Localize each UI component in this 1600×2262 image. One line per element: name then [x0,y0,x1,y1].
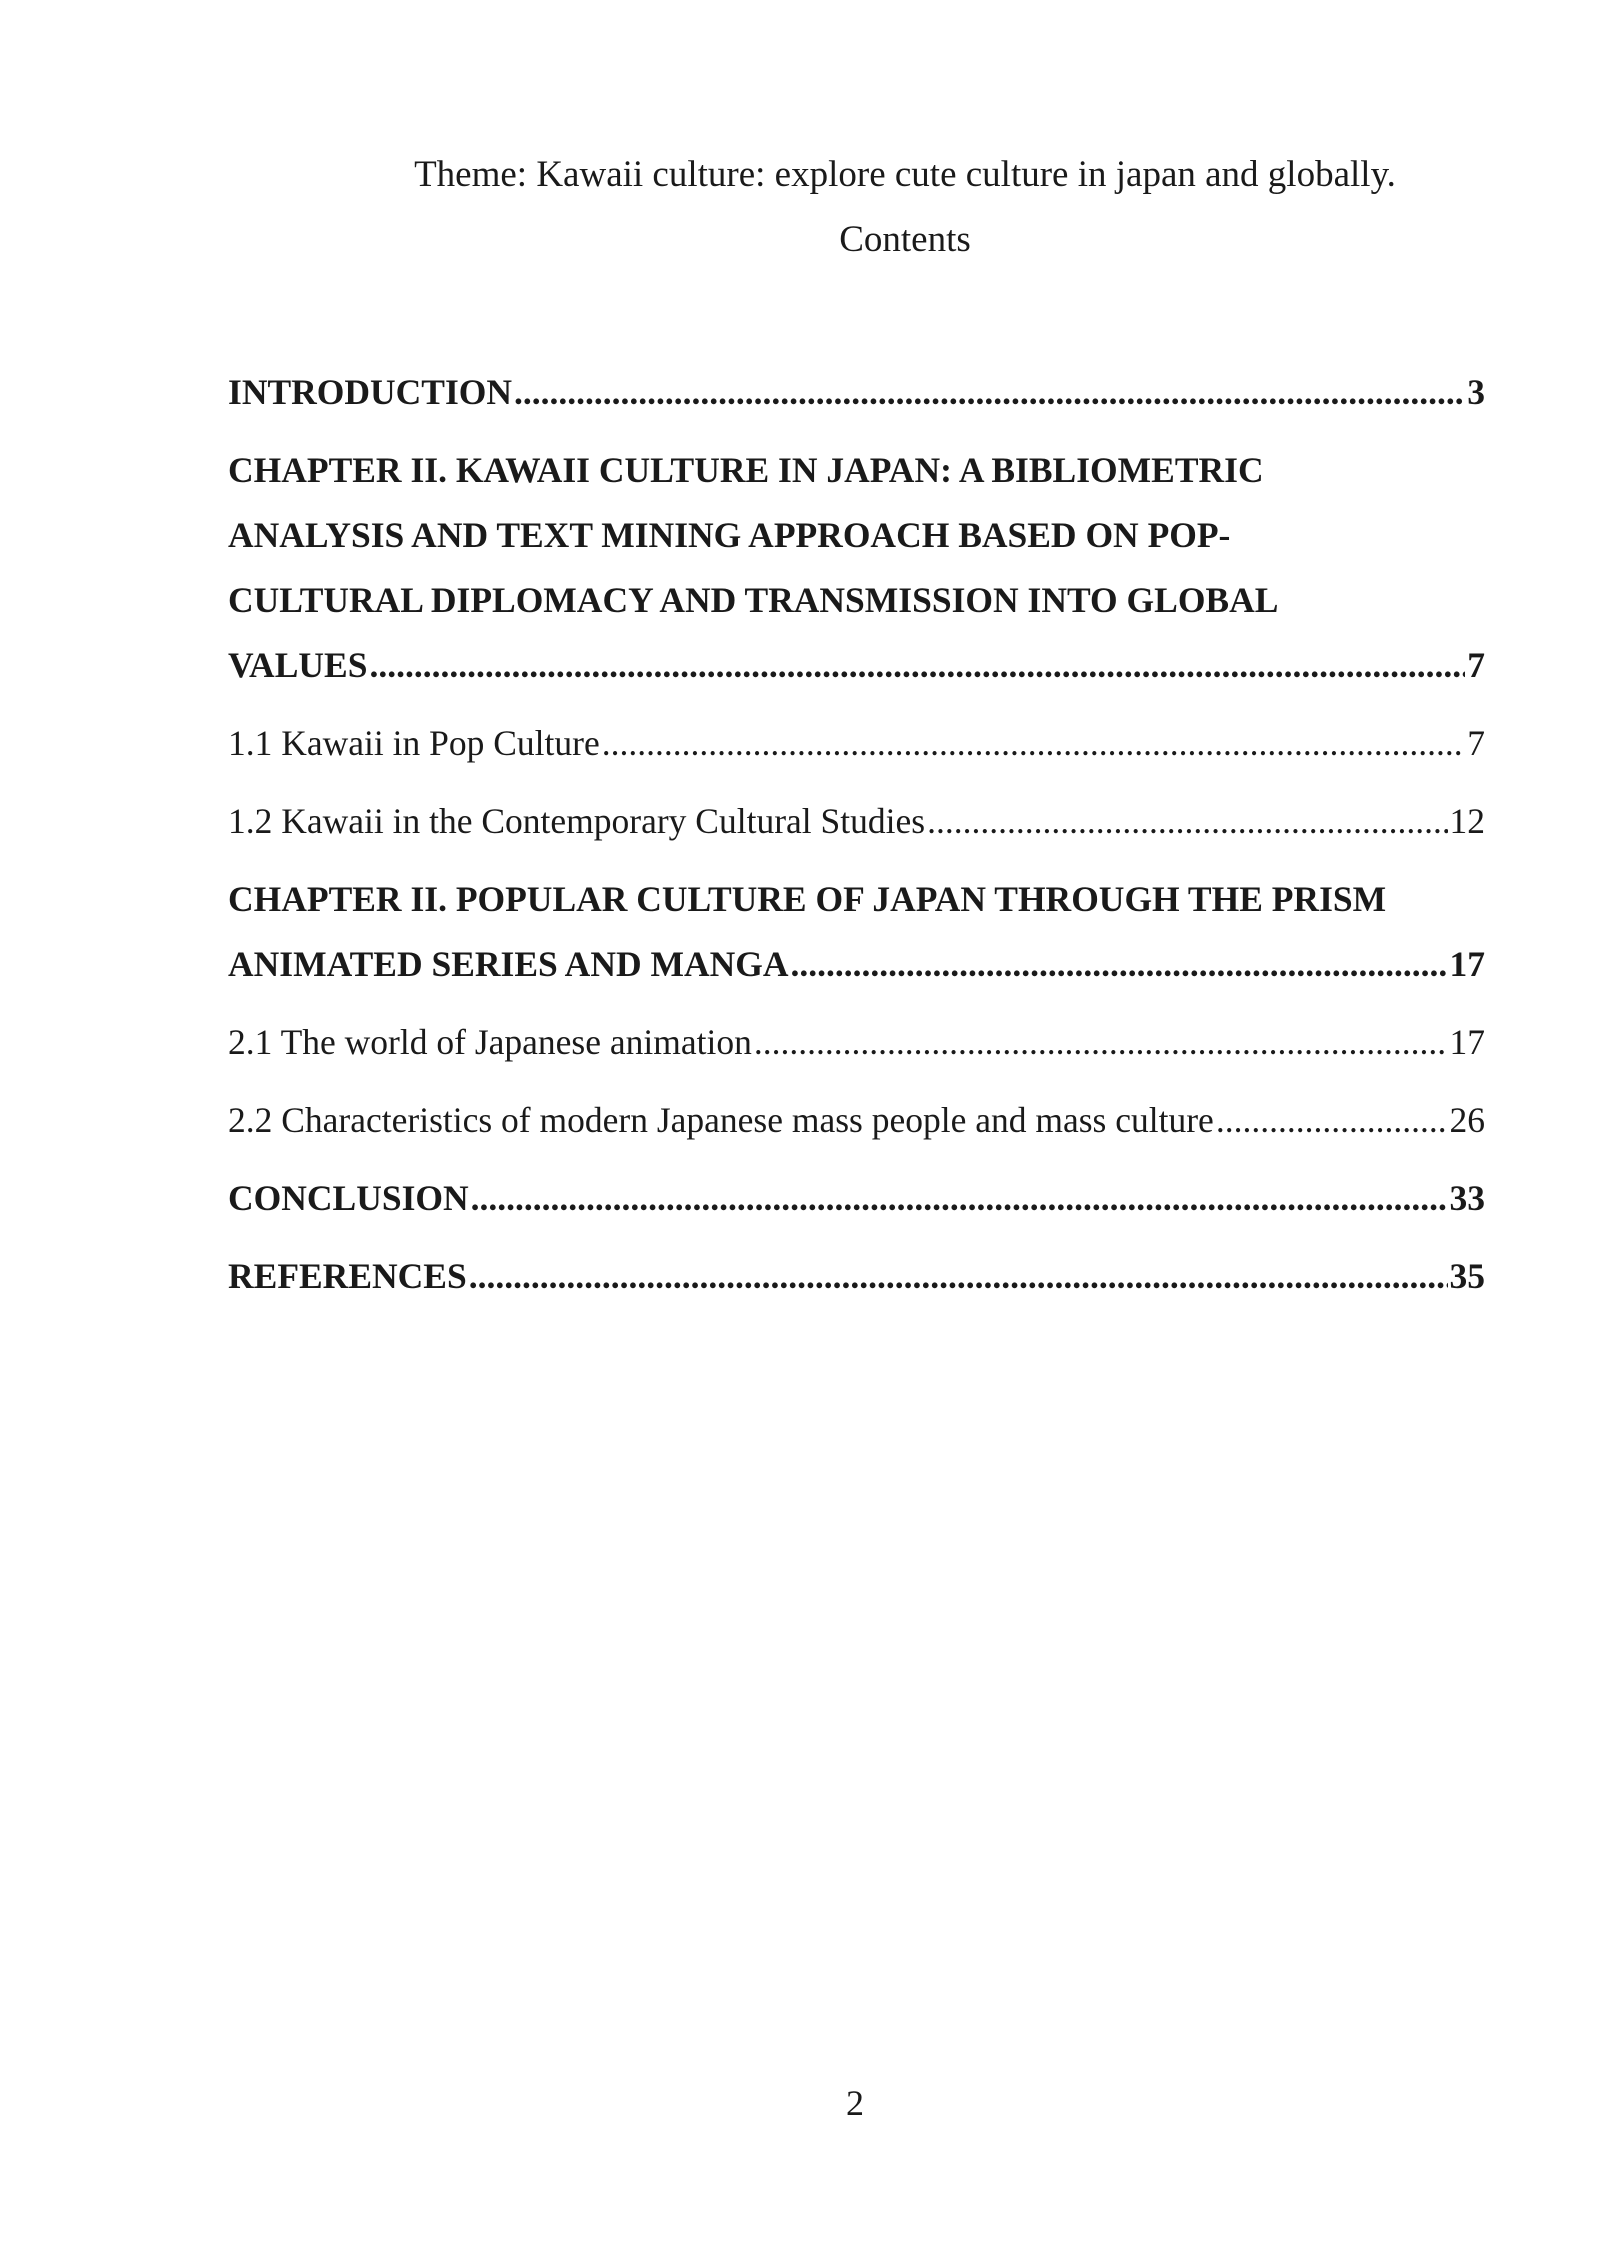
toc-label: 2.2 Characteristics of modern Japanese mass people and mass culture [228,1100,1214,1140]
toc-label: INTRODUCTION [228,372,513,412]
page-number: 2 [846,2083,864,2123]
toc-entry-references[interactable] [228,1244,1485,1309]
theme-heading: Theme: Kawaii culture: explore cute culture in japan and globally. [414,154,1396,195]
toc-entry-introduction[interactable] [228,360,1485,425]
toc-page-number: 7 [1467,723,1485,763]
toc-label-line: ANALYSIS AND TEXT MINING APPROACH BASED ON POP- [228,515,1231,555]
toc-entry-section-1-2[interactable] [228,789,1485,854]
table-of-contents [228,360,1485,1309]
toc-page-number: 26 [1449,1100,1485,1140]
toc-entry-section-2-2[interactable] [228,1088,1485,1153]
toc-label: 2.1 The world of Japanese animation [228,1022,752,1062]
toc-label: REFERENCES [228,1256,467,1296]
toc-entry-chapter-2[interactable] [228,867,1485,997]
toc-label-line: CHAPTER II. POPULAR CULTURE OF JAPAN THROUGH THE PRISM [228,879,1387,919]
toc-page-number: 35 [1449,1256,1485,1296]
toc-leader-dots [754,1010,1448,1075]
toc-entry-conclusion[interactable] [228,1166,1485,1231]
toc-label: 1.1 Kawaii in Pop Culture [228,723,600,763]
toc-leader-dots [369,633,1465,698]
toc-page-number: 3 [1467,372,1485,412]
toc-page-number: 17 [1449,1022,1485,1062]
toc-label: ANIMATED SERIES AND MANGA [228,944,789,984]
toc-label-line: CULTURAL DIPLOMACY AND TRANSMISSION INTO GLOBAL [228,580,1279,620]
toc-entry-chapter-1[interactable] [228,438,1485,698]
toc-label: 1.2 Kawaii in the Contemporary Cultural Studies [228,801,926,841]
toc-page-number: 33 [1449,1178,1485,1218]
toc-leader-dots [469,1244,1448,1309]
toc-leader-dots [927,789,1447,854]
toc-leader-dots [1216,1088,1448,1153]
contents-title: Contents [839,219,971,260]
toc-leader-dots [514,360,1465,425]
toc-entry-section-2-1[interactable] [228,1010,1485,1075]
toc-page-number: 17 [1449,944,1485,984]
toc-entry-section-1-1[interactable] [228,711,1485,776]
toc-label-line: CHAPTER II. KAWAII CULTURE IN JAPAN: A BIBLIOMETRIC [228,450,1264,490]
toc-leader-dots [791,932,1448,997]
toc-label: CONCLUSION [228,1178,469,1218]
toc-leader-dots [602,711,1466,776]
toc-page-number: 7 [1467,645,1485,685]
toc-label: VALUES [228,645,368,685]
toc-leader-dots [471,1166,1448,1231]
toc-page-number: 12 [1449,801,1485,841]
